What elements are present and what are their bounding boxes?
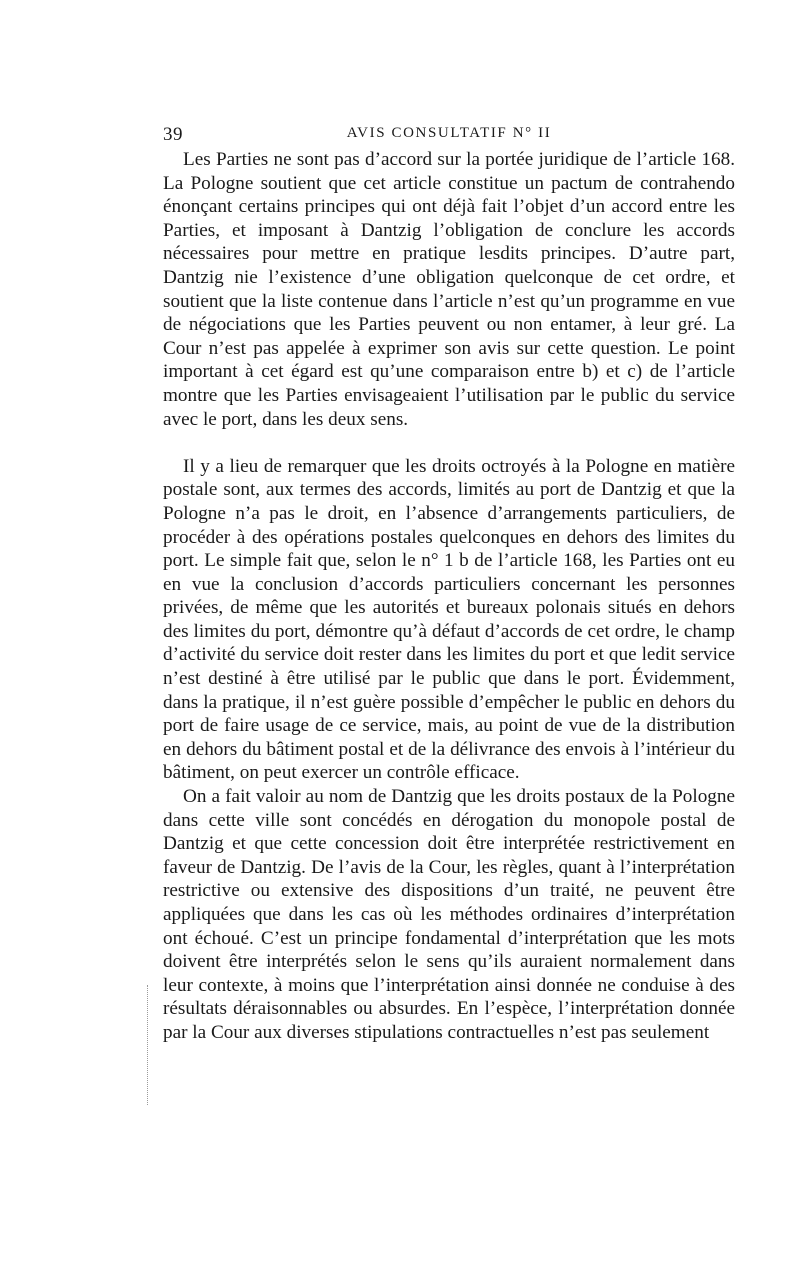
paragraph-1: Les Parties ne sont pas d’accord sur la portée juridique de l’article 168. La Pologne soutient que cet article constitue un pactum de contrahendo énonçant certains principes qui ont déjà fait l’objet d’un accord entre les Parties, et imposant à Dantzig l’obligation de conclure les accords nécessaires pour mettre en pratique lesdits principes. D’autre part, Dantzig nie l’existence d’une obligation quelconque de cet ordre, et soutient que la liste contenue dans l’article n’est qu’un programme en vue de négociations que les Parties peuvent ou non entamer, à leur gré. La Cour n’est pas appelée à exprimer son avis sur cette question. Le point important à cet égard est qu’une comparaison entre b) et c) de l’article montre que les Parties envisageaient l’utilisation par le public du service avec le port, dans les deux sens. xyxy=(163,149,735,430)
paragraph-3: On a fait valoir au nom de Dantzig que les droits postaux de la Pologne dans cette ville sont concédés en dérogation du monopole postal de Dantzig et que cette concession doit être interprétée restrictivement en faveur de Dantzig. De l’avis de la Cour, les règles, quant à l’interprétation restrictive ou extensive des dispositions d’un traité, ne peuvent être appliquées que dans les cas où les méthodes ordinaires d’interprétation ont échoué. C’est un principe fondamental d’interprétation que les mots doivent être interprétés selon le sens qu’ils auraient normalement dans leur contexte, à moins que l’interprétation ainsi donnée ne conduise à des résultats déraisonnables ou absurdes. En l’espèce, l’interprétation donnée par la Cour aux diverses stipulations contractuelles n’est pas seulement xyxy=(163,786,735,1043)
page-header xyxy=(163,124,735,148)
body-text xyxy=(163,148,735,1045)
running-title: AVIS CONSULTATIF N° II xyxy=(346,125,552,141)
margin-dotted-mark xyxy=(147,985,148,1105)
page-number: 39 xyxy=(163,124,183,145)
paragraph-gap xyxy=(163,431,735,455)
paragraph-2: Il y a lieu de remarquer que les droits octroyés à la Pologne en matière postale sont, aux termes des accords, limités au port de Dantzig et que la Pologne n’a pas le droit, en l’absence d’arrangements particuliers, de procéder à des opérations postales quelconques en dehors des limites du port. Le simple fait que, selon le n° 1 b de l’article 168, les Parties ont eu en vue la conclusion d’accords particuliers concernant les personnes privées, de même que les autorités et bureaux polonais situés en dehors des limites du port, démontre qu’à défaut d’accords de cet ordre, le champ d’activité du service doit rester dans les limites du port et que ledit service n’est destiné à être utilisé par le public que dans le port. Évidemment, dans la pratique, il n’est guère possible d’empêcher le public en dehors du port de faire usage de ce service, mais, au point de vue de la distribution en dehors du bâtiment postal et de la délivrance des envois à l’intérieur du bâtiment, on peut exercer un contrôle efficace. xyxy=(163,455,735,784)
